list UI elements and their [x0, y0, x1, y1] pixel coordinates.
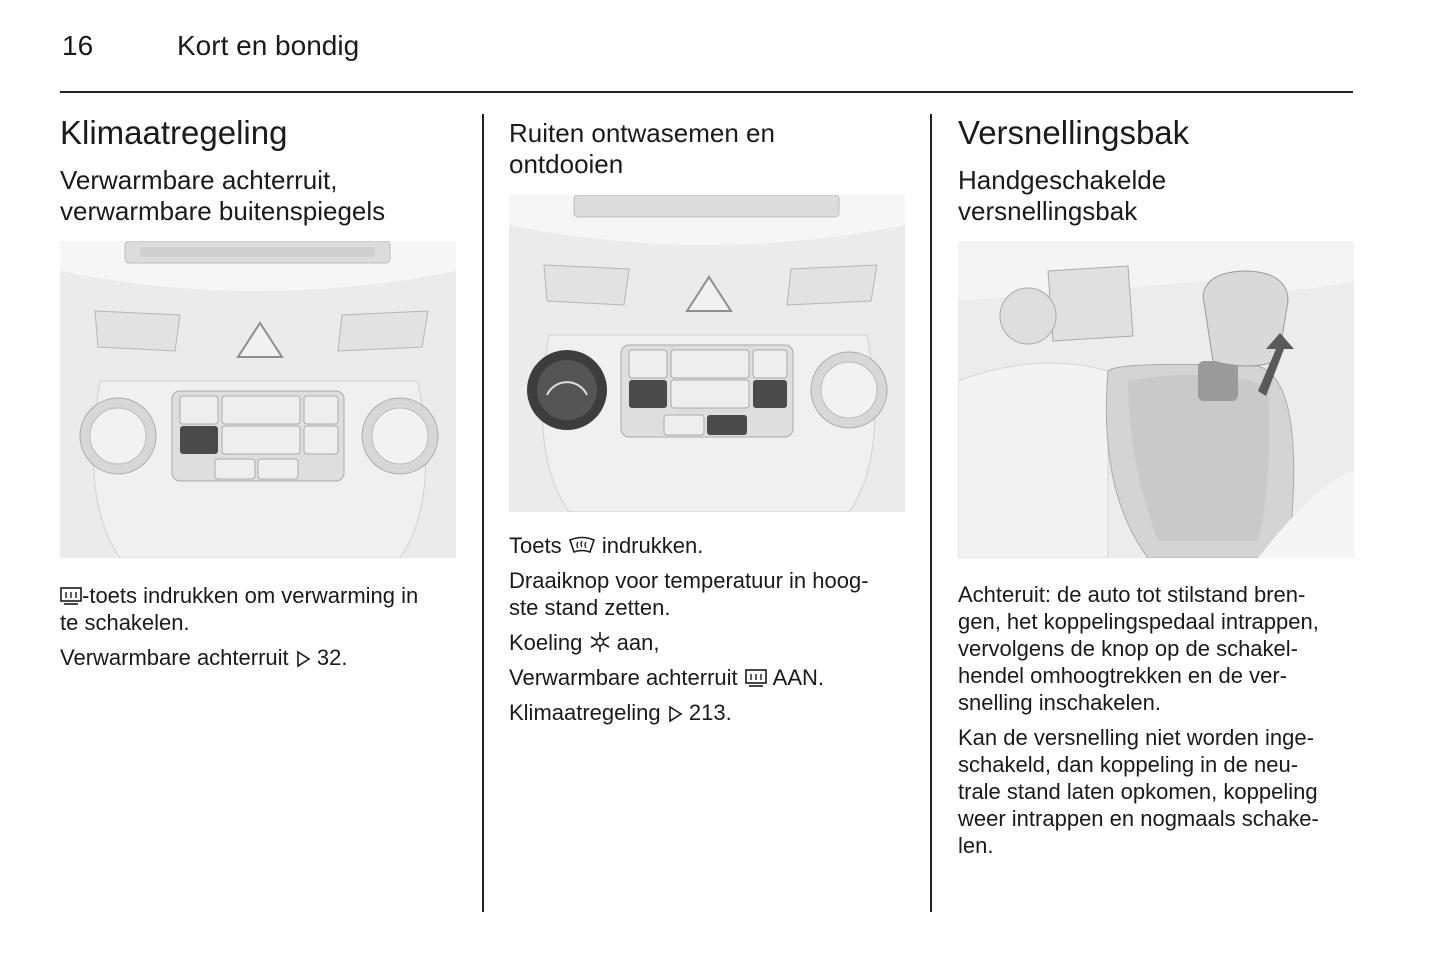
paragraph-cooling: [509, 629, 907, 656]
rear-window-heating-icon: [60, 586, 82, 606]
subheading-line-2: verwarmbare buitenspiegels: [60, 196, 386, 226]
col3-body: [958, 581, 1356, 859]
column-divider-2: [930, 114, 932, 912]
p2-line-5: len.: [958, 833, 994, 858]
p4-prefix: Verwarmbare achterruit: [509, 665, 744, 690]
paragraph-press-button: [60, 582, 458, 636]
defog-panel-illustration: [509, 195, 905, 512]
paragraph-reverse: [958, 581, 1356, 716]
p2-line-2: schakeld, dan koppeling in de neu-: [958, 752, 1299, 777]
paragraph-reference: [509, 699, 907, 726]
column-gearbox: [958, 114, 1356, 867]
p1-line-4: hendel omhoogtrekken en de ver-: [958, 663, 1287, 688]
reference-text: Verwarmbare achterruit: [60, 645, 295, 670]
p1-line-1: -toets indrukken om verwarming in: [82, 583, 419, 608]
heading-versnellingsbak: Versnellingsbak: [958, 114, 1190, 151]
section-title: Kort en bondig: [177, 30, 360, 61]
p1-line-5: snelling inschakelen.: [958, 690, 1162, 715]
heading-line-2: ontdooien: [509, 149, 624, 179]
windshield-defrost-icon: [568, 536, 596, 556]
paragraph-gear-not-engaging: [958, 724, 1356, 859]
subheading-line-2: versnellingsbak: [958, 196, 1138, 226]
p3-prefix: Koeling: [509, 630, 589, 655]
paragraph-reference: [60, 644, 458, 671]
gear-lever-illustration: [958, 241, 1354, 558]
p2-line-3: trale stand laten opkomen, koppeling: [958, 779, 1318, 804]
p4-suffix: AAN.: [767, 665, 825, 690]
reference-page: 32.: [310, 645, 348, 670]
heading-defog: [509, 118, 907, 180]
p1-suffix: indrukken.: [595, 533, 704, 558]
subheading-heated-rear-window: [60, 165, 458, 227]
column-divider-1: [482, 114, 484, 912]
paragraph-rear-window-on: [509, 664, 907, 691]
rear-window-heating-icon: [744, 668, 768, 688]
subheading-manual-gearbox: [958, 165, 1356, 227]
p1-line-1: Achteruit: de auto tot stilstand bren-: [958, 582, 1306, 607]
p2-line-2: ste stand zetten.: [509, 595, 671, 620]
page-number: 16: [62, 30, 94, 61]
column-defog: [509, 114, 907, 734]
paragraph-press-defrost: [509, 532, 907, 559]
p3-suffix: aan,: [610, 630, 660, 655]
p2-line-1: Draaiknop voor temperatuur in hoog-: [509, 568, 869, 593]
header-rule: [60, 91, 1353, 93]
subheading-line-1: Handgeschakelde: [958, 165, 1167, 195]
reference-text: Klimaatregeling: [509, 700, 667, 725]
page-reference-arrow-icon: [667, 705, 683, 723]
col1-body: [60, 582, 458, 671]
column-climate-control: [60, 114, 458, 679]
p1-line-2: te schakelen.: [60, 610, 190, 635]
reference-page: 213.: [682, 700, 732, 725]
snowflake-icon: [589, 631, 611, 653]
p2-line-1: Kan de versnelling niet worden inge-: [958, 725, 1314, 750]
paragraph-temperature: [509, 567, 907, 621]
p1-line-2: gen, het koppelingspedaal intrappen,: [958, 609, 1319, 634]
p1-line-3: vervolgens de knop op de schakel-: [958, 636, 1298, 661]
heading-klimaatregeling: Klimaatregeling: [60, 114, 288, 151]
p1-prefix: Toets: [509, 533, 568, 558]
col2-body: [509, 532, 907, 726]
p2-line-4: weer intrappen en nogmaals schake-: [958, 806, 1319, 831]
subheading-line-1: Verwarmbare achterruit,: [60, 165, 338, 195]
climate-panel-illustration: [60, 241, 456, 558]
heading-line-1: Ruiten ontwasemen en: [509, 118, 775, 148]
page-reference-arrow-icon: [295, 650, 311, 668]
